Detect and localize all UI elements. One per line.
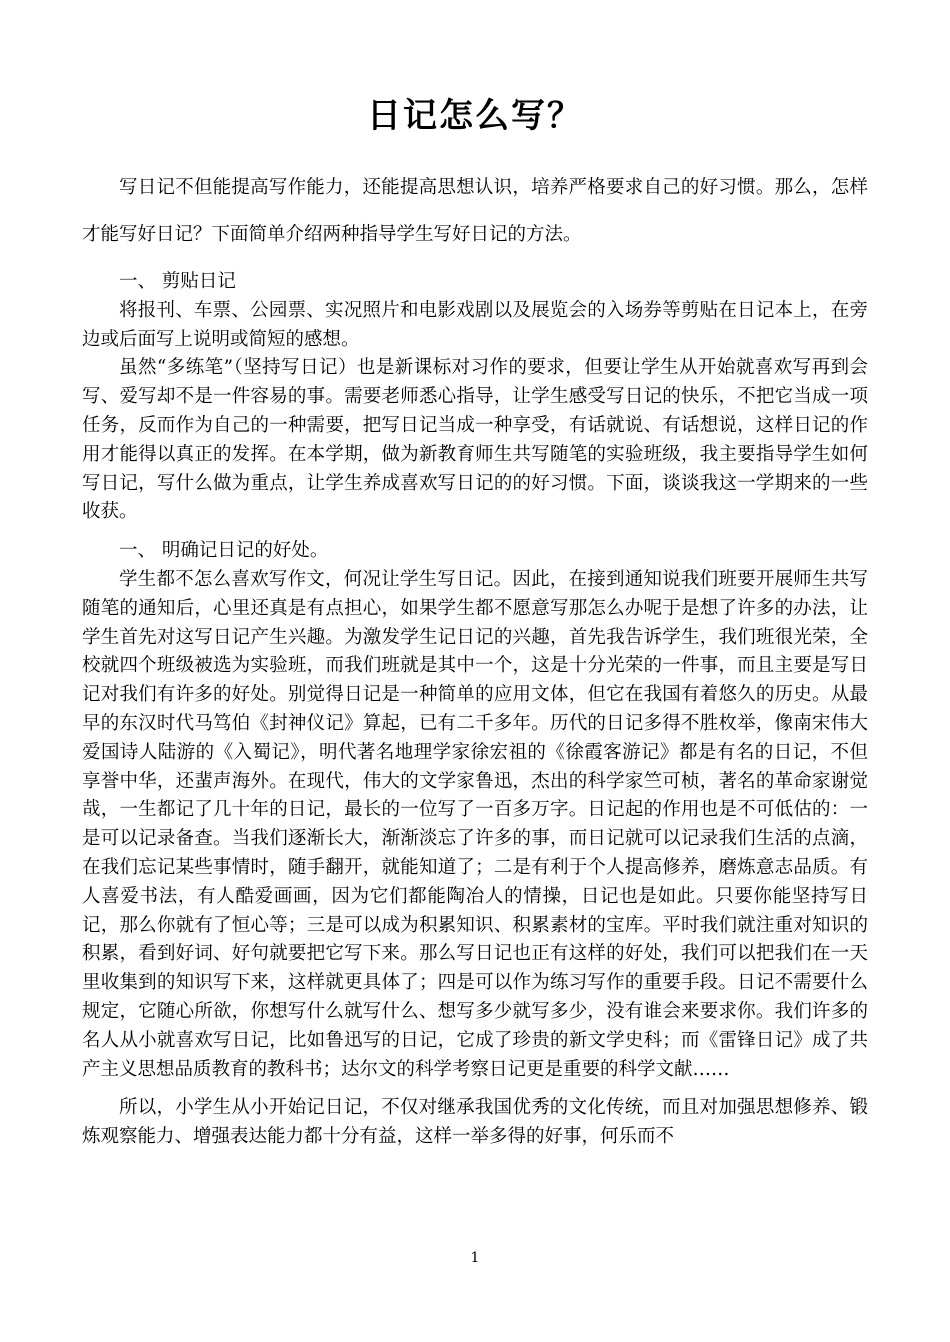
benefits-paragraph: 学生都不怎么喜欢写作文，何况让学生写日记。因此，在接到通知说我们班要开展师生共写随笔的通知后，心里还真是有点担心，如果学生都不愿意写那怎么办呢于是想了许多的办法，让学生首先对这写日记产生兴趣。为激发学生记日记的兴趣，首先我告诉学生，我们班很光荣，全校就四个班级被选为实验班，而我们班就是其中一个，这是十分光荣的一件事，而且主要是写日记对我们有许多的好处。别觉得日记是一种简单的应用文体，但它在我国有着悠久的历史。从最早的东汉时代马笃伯《封神仪记》算起，已有二千多年。历代的日记多得不胜枚举，像南宋伟大爱国诗人陆游的《入蜀记》，明代著名地理学家徐宏祖的《徐霞客游记》都是有名的日记，不但享誉中华，还蜚声海外。在现代，伟大的文学家鲁迅，杰出的科学家竺可桢，著名的革命家谢觉哉，一生都记了几十年的日记，最长的一位写了一百多万字。日记起的作用也是不可低估的：一是可以记录备查。当我们逐渐长大，渐渐淡忘了许多的事，而日记就可以记录我们生活的点滴，在我们忘记某些事情时，随手翻开，就能知道了；二是有利于个人提高修养，磨炼意志品质。有人喜爱书法，有人酷爱画画，因为它们都能陶冶人的情操，日记也是如此。只要你能坚持写日记，那么你就有了恒心等；三是可以成为积累知识、积累素材的宝库。平时我们就注重对知识的积累，看到好词、好句就要把它写下来。那么写日记也正有这样的好处，我们可以把我们在一天里收集到的知识写下来，这样就更具体了；四是可以作为练习写作的重要手段。日记不需要什么规定，它随心所欲，你想写什么就写什么、想写多少就写多少，没有谁会来要求你。我们许多的名人从小就喜欢写日记，比如鲁迅写的日记，它成了珍贵的新文学史科；而《雷锋日记》成了共产主义思想品质教育的教科书；达尔文的科学考察日记更是重要的科学文献…… [82,568,868,1080]
page-number: 1 [470,1250,480,1266]
scrapbook-diary-paragraph: 将报刊、车票、公园票、实况照片和电影戏剧以及展览会的入场券等剪贴在日记本上，在旁边或后面写上说明或简短的感想。 [82,299,868,350]
document-title: 日记怎么写？ [367,96,583,136]
practice-writing-paragraph: 虽然“多练笔”（坚持写日记）也是新课标对习作的要求，但要让学生从开始就喜欢写再到会写、爱写却不是一件容易的事。需要老师悉心指导，让学生感受写日记的快乐，不把它当成一项任务，反而作为自己的一种需要，把写日记当成一种享受，有话就说、有话想说，这样日记的作用才能得以真正的发挥。在本学期，做为新教育师生共写随笔的实验班级，我主要指导学生如何写日记，写什么做为重点，让学生养成喜欢写日记的的好习惯。下面，谈谈我这一学期来的一些收获。 [82,357,868,523]
conclusion-paragraph: 所以，小学生从小开始记日记，不仅对继承我国优秀的文化传统，而且对加强思想修养、锻炼观察能力、增强表达能力都十分有益，这样一举多得的好事，何乐而不 [82,1097,868,1148]
section-heading-benefits: 一、 明确记日记的好处。 [119,540,329,562]
section-heading-scrapbook-diary: 一、 剪贴日记 [119,271,236,292]
intro-paragraph: 写日记不但能提高写作能力，还能提高思想认识，培养严格要求自己的好习惯。那么，怎样才能写好日记？下面简单介绍两种指导学生写好日记的方法。 [82,177,868,245]
document-body [82,164,868,1152]
